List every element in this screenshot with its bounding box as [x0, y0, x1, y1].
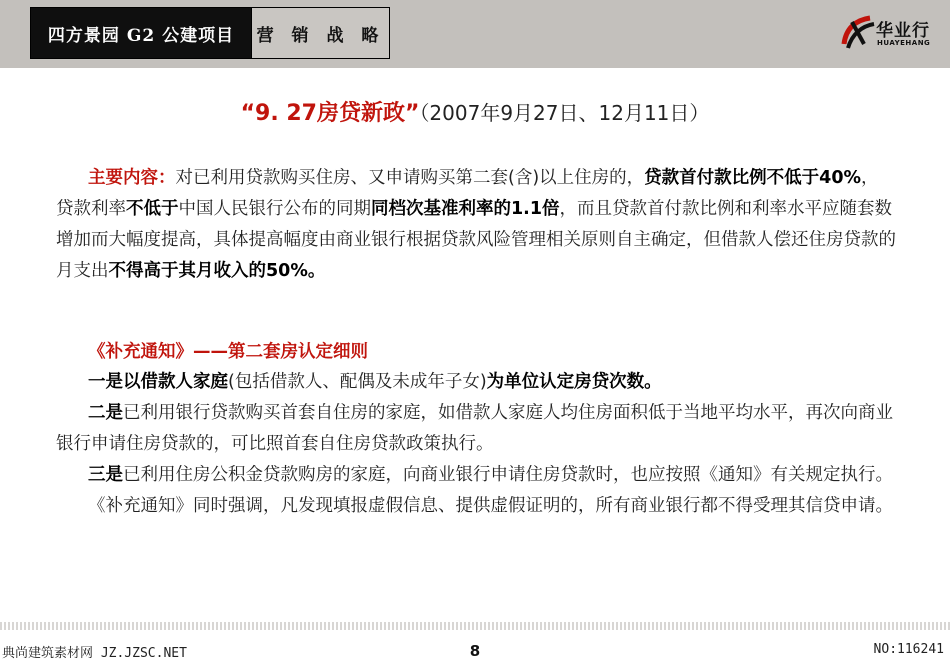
footer-divider [0, 622, 950, 630]
supplement-point-3 [56, 460, 896, 491]
point-2-bold: 二是 [88, 403, 123, 423]
main-text-3: 中国人民银行公布的同期 [178, 199, 371, 219]
point-3-bold: 三是 [88, 465, 123, 485]
logo-text-cn: 华业行 [876, 21, 930, 41]
supplement-point-4 [56, 491, 896, 522]
page-title [0, 96, 950, 127]
main-content-label: 主要内容： [88, 168, 176, 188]
company-logo [840, 14, 940, 54]
main-bold-4: 不得高于其月收入的50%。 [108, 261, 326, 281]
point-1-text: (包括借款人、配偶及未成年子女) [228, 372, 487, 392]
supplement-point-1 [56, 367, 896, 398]
point-2-text: 已利用银行贷款购买首套自住房的家庭，如借款人家庭人均住房面积低于当地平均水平，再次向商业银行申请住房贷款的，可比照首套自住房贷款政策执行。 [56, 403, 893, 454]
main-bold-3: 同档次基准利率的1.1倍 [371, 199, 560, 219]
footer-id: NO:116241 [873, 642, 944, 657]
page-number: 8 [469, 642, 481, 660]
main-text-1: 对已利用贷款购买住房、又申请购买第二套(含)以上住房的， [175, 168, 645, 188]
supplement-point-2 [56, 398, 896, 460]
header-title-box [30, 7, 390, 59]
supplement-heading: 《补充通知》——第二套房认定细则 [88, 342, 368, 362]
main-text-4: ，而且贷款首付款比例和利率水平应随套数增加而大幅度提高，具体提高幅度由商业银行根据贷款风险管理相关原则自主确定，但借款人偿还住房贷款的月支出 [56, 199, 896, 281]
slide-header [0, 0, 950, 68]
point-1-bold-2: 为单位认定房贷次数。 [486, 372, 662, 392]
supplement-body [56, 367, 896, 522]
main-bold-1: 贷款首付款比例不低于40% [644, 168, 862, 188]
logo-text-en: HUAYEHANG [877, 39, 931, 47]
title-main: “9. 27房贷新政” [240, 101, 420, 126]
project-name: 四方景园 G2 公建项目 [31, 8, 251, 58]
section-name: 营 销 战 略 [251, 8, 389, 58]
main-text-2: ，贷款利率 [56, 168, 879, 219]
point-4-text: 《补充通知》同时强调，凡发现填报虚假信息、提供虚假证明的，所有商业银行都不得受理其信贷申请。 [88, 496, 893, 516]
point-3-text: 已利用住房公积金贷款购房的家庭，向商业银行申请住房贷款时，也应按照《通知》有关规定执行。 [123, 465, 893, 485]
logo-mark-icon [840, 14, 876, 52]
main-content-paragraph [56, 163, 896, 287]
title-date: （2007年9月27日、12月11日） [419, 101, 710, 125]
main-bold-2: 不低于 [126, 199, 179, 219]
point-1-bold-1: 一是以借款人家庭 [88, 372, 228, 392]
footer-source: 典尚建筑素材网 JZ.JZSC.NET [2, 646, 187, 661]
